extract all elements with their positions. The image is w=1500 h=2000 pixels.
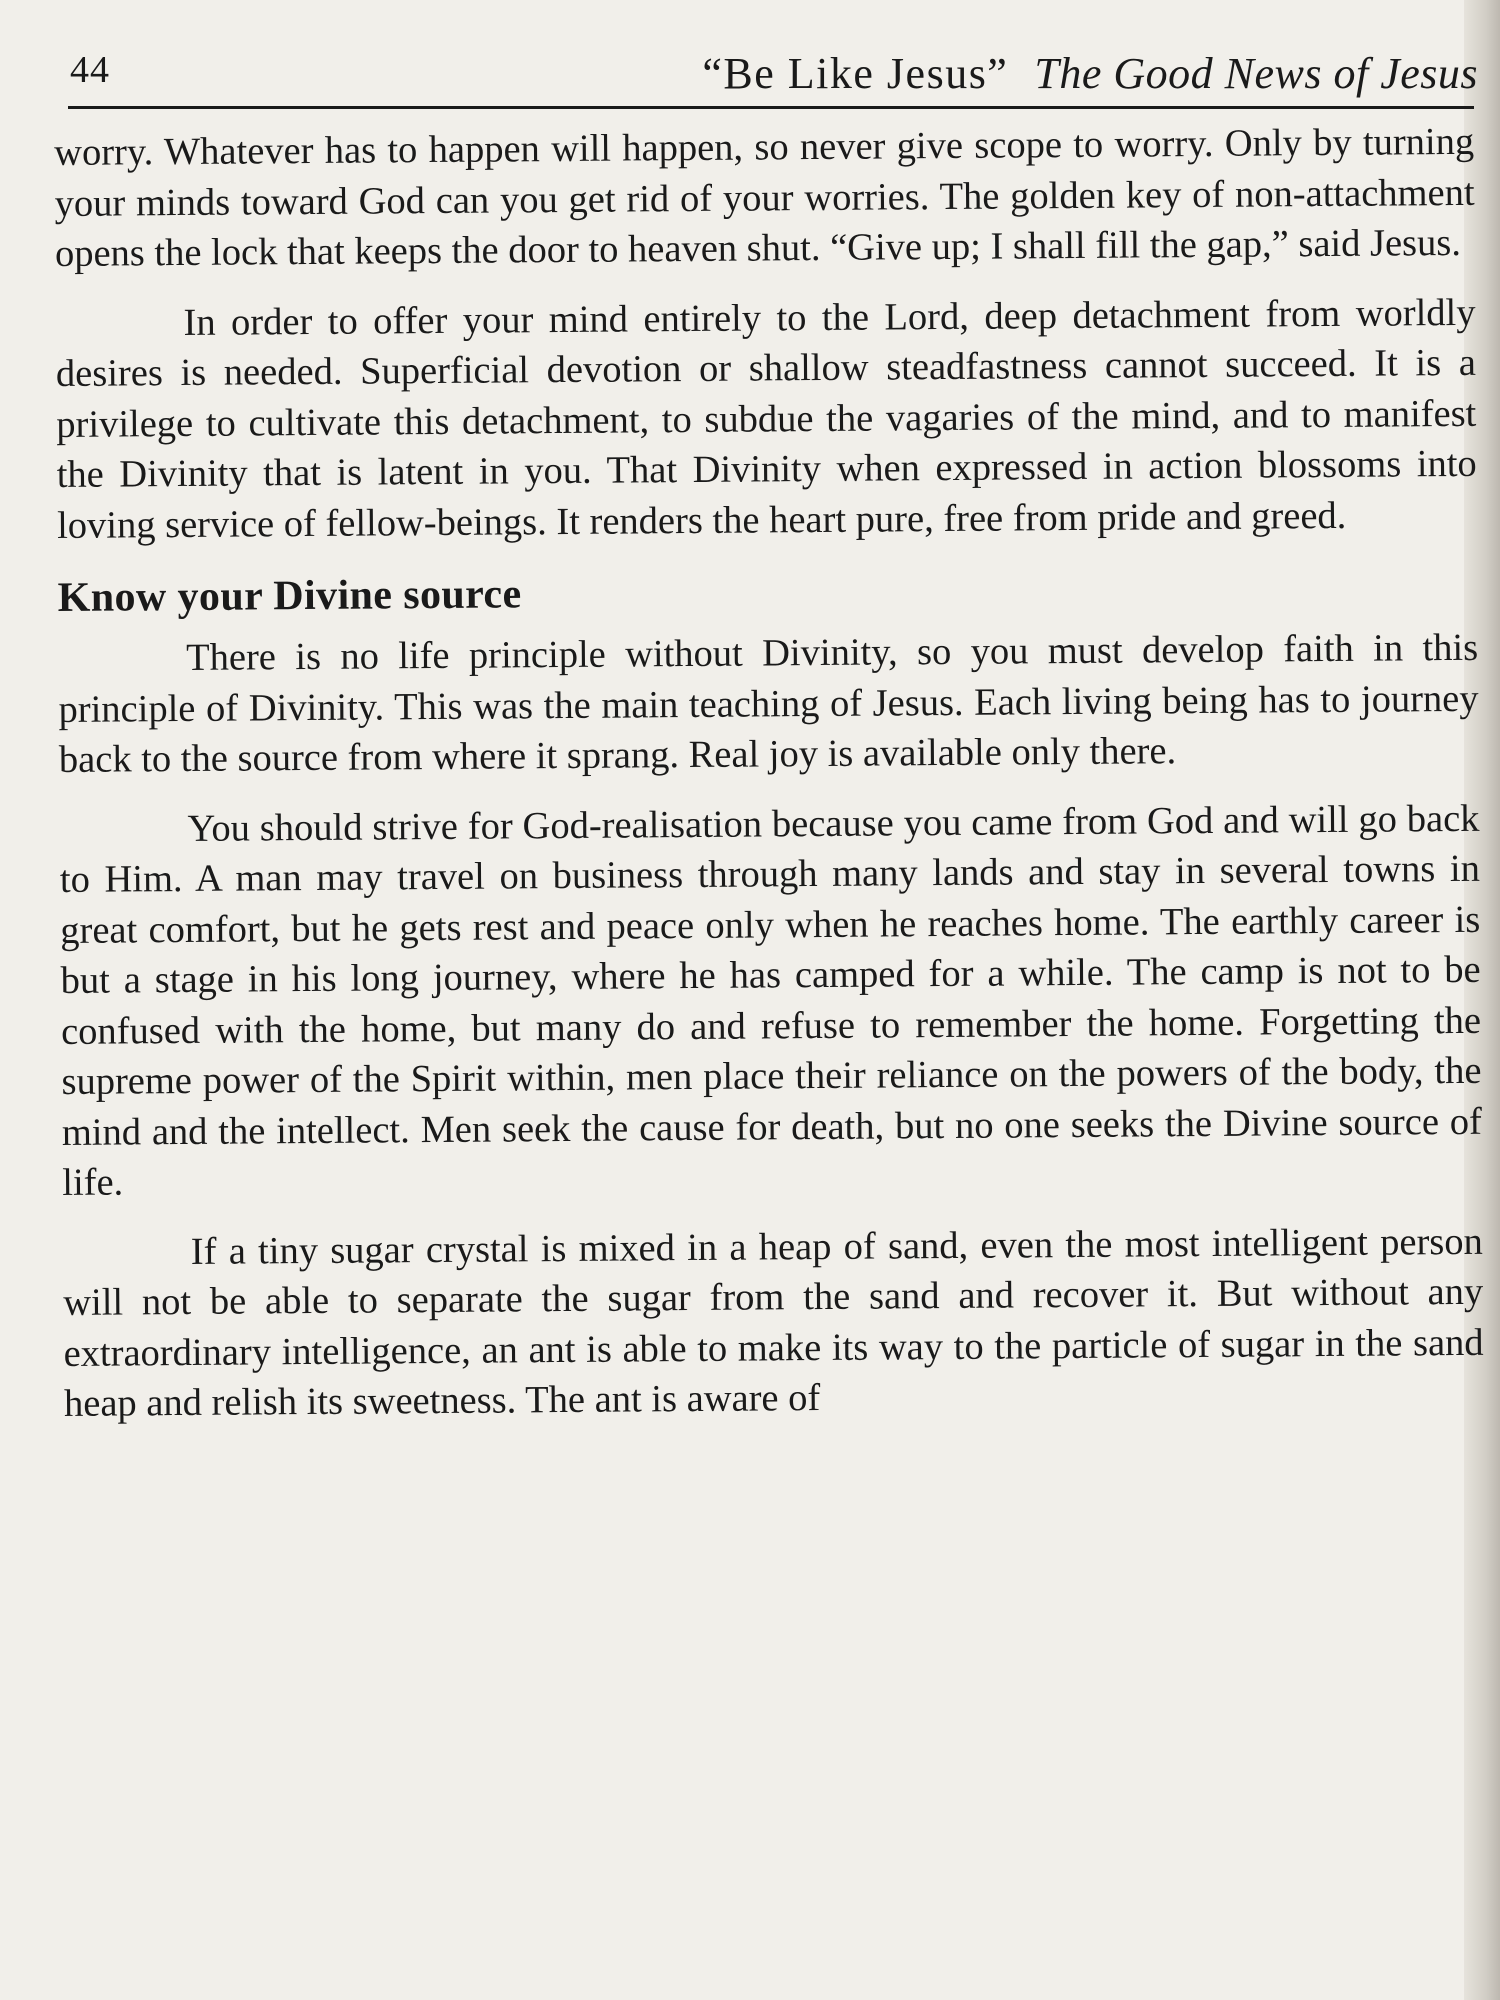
section-heading: Know your Divine source: [57, 571, 522, 621]
body-text: [54, 117, 1484, 1449]
paragraph-1: worry. Whatever has to happen will happen, so never give scope to worry. Only by turning your minds toward God can you get rid of your worries. The golden key of non-attachment opens the lock that keeps the door to heaven shut. “Give up; I shall fill the gap,” said Jesus.: [54, 120, 1475, 275]
header-rule: [68, 106, 1474, 109]
paragraph-3: There is no life principle without Divinity, so you must develop faith in this principle of Divinity. This was the main teaching of Jesus. Each living being has to journey back to the source from where it sprang. Real joy is available only there.: [58, 626, 1479, 781]
running-head: [70, 44, 1478, 104]
book-name: The Good News of Jesus: [1034, 49, 1478, 98]
series-title: “Be Like Jesus”: [702, 49, 1009, 98]
paragraph-4: You should strive for God-realisation because you came from God and will go back to Him. A man may travel on business through many lands and stay in several towns in great comfort, but he gets rest and peace only when he reaches home. The earthly career is but a stage in his long journey, where he has camped for a while. The camp is not to be confused with the home, but many do and refuse to remember the home. Forgetting the supreme power of the Spirit within, men place their reliance on the powers of the body, the mind and the intellect. Men seek the cause for death, but no one seeks the Divine source of life.: [59, 797, 1483, 1204]
book-title: [702, 48, 1478, 99]
paragraph-5: If a tiny sugar crystal is mixed in a heap of sand, even the most intelligent person will not be able to separate the sugar from the sand and recover it. But without any extraordinary intelligence, an ant is able to make its way to the particle of sugar in the sand heap and relish its sweetness. The ant is aware of: [63, 1220, 1484, 1425]
paragraph-2: In order to offer your mind entirely to the Lord, deep detachment from worldly desires is needed. Superficial devotion or shallow steadfastness cannot succeed. It is a privilege to cultivate this detachment, to subdue the vagaries of the mind, and to manifest the Divinity that is latent in you. That Divinity when expressed in action blossoms into loving service of fellow-beings. It renders the heart pure, free from pride and greed.: [55, 291, 1477, 547]
page-number: 44: [70, 49, 110, 91]
